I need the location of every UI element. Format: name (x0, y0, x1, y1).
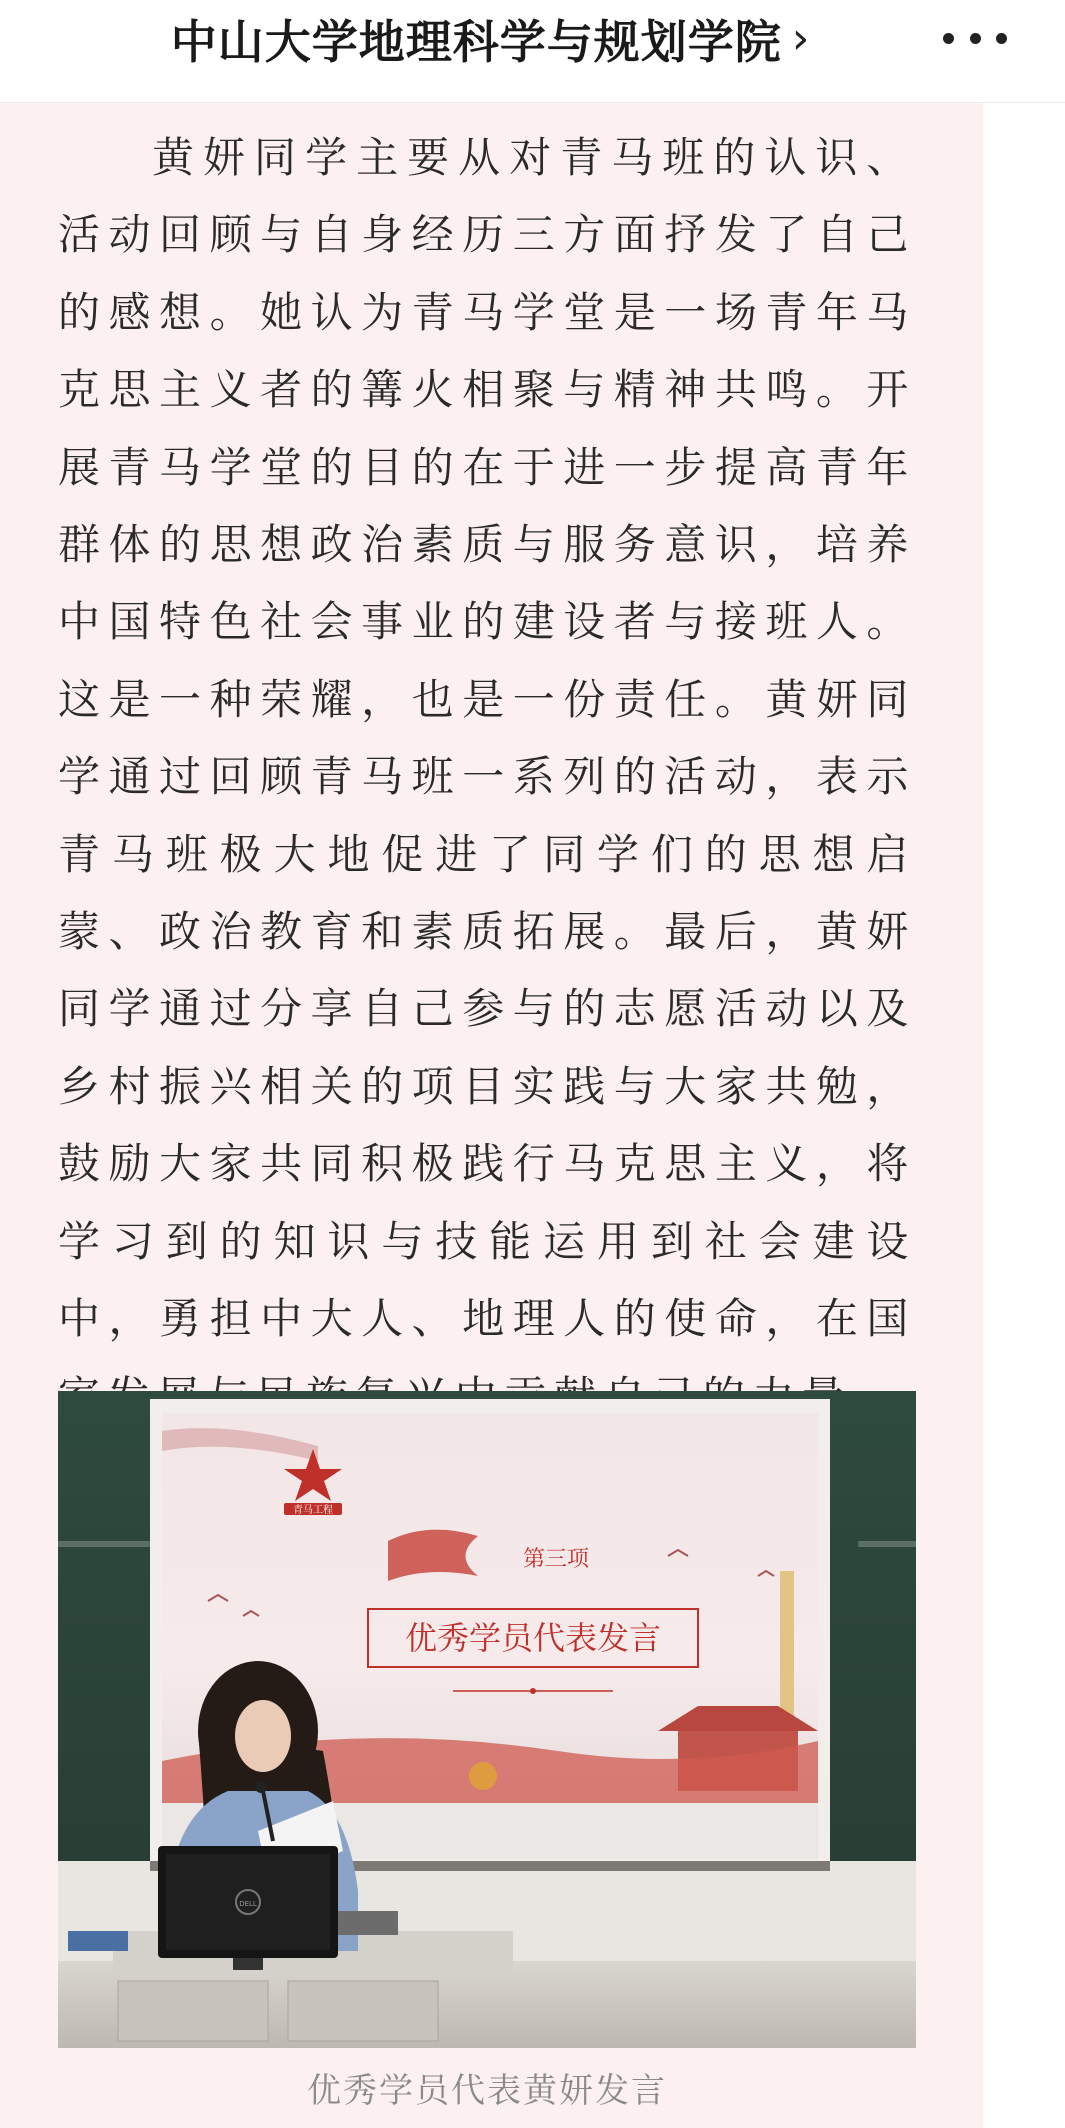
slide-title: 优秀学员代表发言 (404, 1619, 662, 1657)
monitor-brand: DELL (239, 1900, 257, 1908)
article-body (0, 103, 983, 2128)
article-paragraph: 黄妍同学主要从对青马班的认识、活动回顾与自身经历三方面抒发了自己的感想。她认为青马学堂是一场青年马克思主义者的篝火相聚与精神共鸣。开展青马学堂的目的在于进一步提高青年群体的思想政治素质与服务意识，培养中国特色社会事业的建设者与接班人。这是一种荣耀，也是一份责任。黄妍同学通过回顾青马班一系列的活动，表示青马班极大地促进了同学们的思想启蒙、政治教育和素质拓展。最后，黄妍同学通过分享自己参与的志愿活动以及乡村振兴相关的项目实践与大家共勉，鼓励大家共同积极践行马克思主义，将学习到的知识与技能运用到社会建设中，勇担中大人、地理人的使命，在国 (58, 133, 916, 1344)
photo-caption: 优秀学员代表黄妍发言 (307, 2071, 667, 2111)
top-bar (0, 0, 1065, 103)
chevron-right-icon: › (791, 13, 810, 64)
more-options-button[interactable] (943, 12, 1007, 64)
more-dots-icon (996, 33, 1007, 44)
article-photo[interactable] (58, 1391, 916, 2048)
more-dots-icon (970, 33, 981, 44)
side-margin (983, 103, 1065, 2128)
account-name: 中山大学地理科学与规划学院 (170, 15, 782, 69)
account-title-link[interactable] (0, 0, 980, 78)
slide-section-label: 第三项 (523, 1547, 590, 1572)
more-dots-icon (943, 33, 954, 44)
slide-logo-text: 青马工程 (293, 1505, 333, 1516)
speech-photo-illustration (58, 1391, 916, 2048)
